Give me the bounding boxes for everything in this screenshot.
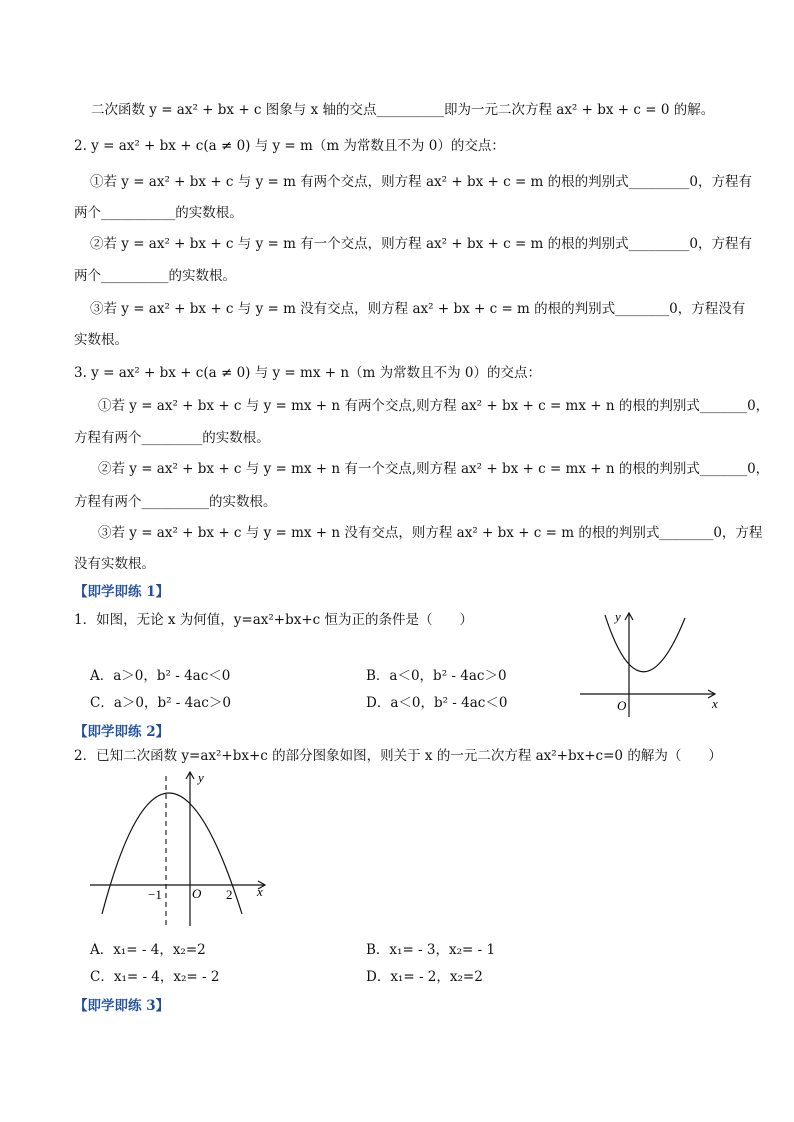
practice-2-graph: [85, 768, 275, 928]
section-2-item-3-line-1: ③若 y = ax² + bx + c 与 y = m 没有交点，则方程 ax² + bx + c = m 的根的判别式________0，方程没有: [90, 301, 746, 317]
practice-2-option-d[interactable]: D．x₁= - 2，x₂=2: [366, 969, 483, 985]
practice-2-question: 2．已知二次函数 y=ax²+bx+c 的部分图象如图，则关于 x 的一元二次方程 ax²+bx+c=0 的解为（ ）: [74, 748, 722, 764]
p1-origin-label: O: [617, 698, 627, 713]
section-3-item-3-line-2: 没有实数根。: [74, 556, 155, 572]
section-2-item-1-line-2: 两个___________的实数根。: [74, 205, 243, 221]
p2-x-label: x: [257, 884, 263, 899]
p1-y-label: y: [615, 609, 621, 624]
section-3-item-3-line-1: ③若 y = ax² + bx + c 与 y = mx + n 没有交点，则方程 ax² + bx + c = m 的根的判别式________0，方程: [98, 525, 763, 541]
practice-1-question: 1．如图，无论 x 为何值，y=ax²+bx+c 恒为正的条件是（ ）: [74, 612, 474, 628]
practice-2-header: 【即学即练 2】: [74, 724, 170, 740]
practice-1-option-a[interactable]: A．a＞0，b² - 4ac＜0: [90, 668, 231, 684]
section-2-item-2-line-1: ②若 y = ax² + bx + c 与 y = m 有一个交点，则方程 ax² + bx + c = m 的根的判别式_________0，方程有: [90, 236, 752, 252]
practice-2-option-a[interactable]: A．x₁= - 4，x₂=2: [90, 942, 206, 958]
intro-line: 二次函数 y = ax² + bx + c 图象与 x 轴的交点__________即为一元二次方程 ax² + bx + c = 0 的解。: [91, 102, 715, 118]
p1-x-label: x: [712, 696, 718, 711]
practice-1-option-b[interactable]: B．a＜0，b² - 4ac＞0: [366, 668, 507, 684]
section-2-item-3-line-2: 实数根。: [74, 332, 128, 348]
practice-1-option-d[interactable]: D．a＜0，b² - 4ac＜0: [366, 695, 508, 711]
section-3-title: 3. y = ax² + bx + c(a ≠ 0) 与 y = mx + n（m 为常数且不为 0）的交点：: [74, 365, 542, 381]
section-2-item-2-line-2: 两个__________的实数根。: [74, 268, 236, 284]
practice-1-header: 【即学即练 1】: [74, 584, 170, 600]
practice-1-option-c[interactable]: C．a＞0，b² - 4ac＞0: [90, 695, 231, 711]
section-3-item-2-line-1: ②若 y = ax² + bx + c 与 y = mx + n 有一个交点,则方程 ax² + bx + c = mx + n 的根的判别式_______0，: [98, 461, 770, 477]
section-2-item-1-line-1: ①若 y = ax² + bx + c 与 y = m 有两个交点，则方程 ax² + bx + c = m 的根的判别式_________0，方程有: [90, 174, 752, 190]
section-2-title: 2. y = ax² + bx + c(a ≠ 0) 与 y = m（m 为常数且不为 0）的交点：: [74, 138, 505, 154]
section-3-item-2-line-2: 方程有两个__________的实数根。: [74, 494, 277, 510]
practice-2-option-b[interactable]: B．x₁= - 3，x₂= - 1: [366, 942, 496, 958]
practice-3-header: 【即学即练 3】: [74, 998, 170, 1014]
p2-parabola: [102, 793, 242, 914]
p2-tick-2: 2: [226, 887, 233, 902]
practice-1-graph: [575, 605, 725, 720]
p2-tick-neg-1: −1: [148, 887, 162, 902]
p2-origin-label: O: [192, 886, 202, 901]
section-3-item-1-line-1: ①若 y = ax² + bx + c 与 y = mx + n 有两个交点,则方程 ax² + bx + c = mx + n 的根的判别式_______0，: [98, 398, 770, 414]
practice-2-option-c[interactable]: C．x₁= - 4，x₂= - 2: [90, 969, 220, 985]
p2-y-label: y: [198, 770, 204, 785]
section-3-item-1-line-2: 方程有两个_________的实数根。: [74, 430, 270, 446]
